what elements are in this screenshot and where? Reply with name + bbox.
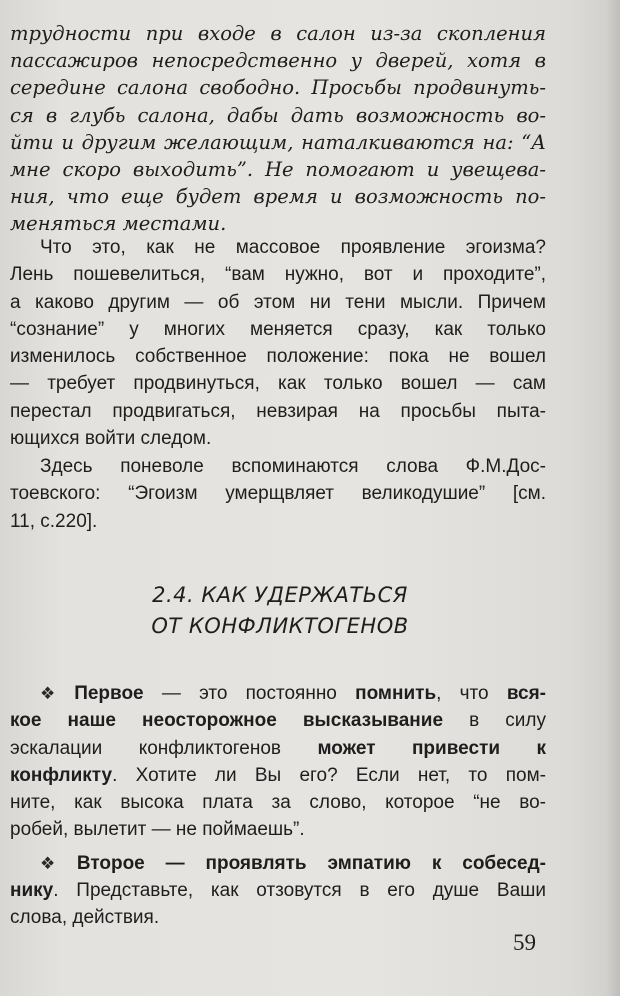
text-line xyxy=(10,680,546,707)
text-line: пассажиров непосредственно у дверей, хотя в xyxy=(10,49,546,73)
bold-text: помнить xyxy=(355,683,437,704)
text-line: трудности при входе в салон из-за скопления xyxy=(10,22,546,45)
text: . Представьте, как отзовутся в его душе Ваши xyxy=(53,880,546,902)
paragraph-quote xyxy=(10,453,546,535)
text-line: йти и другим желающим, наталкиваются на: “А xyxy=(10,130,546,154)
text-line xyxy=(10,762,546,789)
bold-text: может привести к xyxy=(317,737,546,759)
text-line: меняться местами. xyxy=(10,212,227,236)
bold-text: конфликту xyxy=(10,764,113,786)
text: эскалации конфликтогенов xyxy=(10,737,318,759)
bold-text: вся- xyxy=(506,683,546,704)
diamond-bullet-icon: ❖ xyxy=(40,853,71,873)
list-item xyxy=(10,680,546,844)
text-line xyxy=(10,850,546,877)
text-line: изменилось собственное положение: пока не вошел xyxy=(10,346,546,368)
text-line xyxy=(10,877,546,904)
text-line: ющихся войти следом. xyxy=(10,428,212,450)
text-line: а каково другим — об этом ни тени мысли. Причем xyxy=(10,291,546,313)
list-item xyxy=(10,850,546,932)
bold-text: кое наше неосторожное высказывание xyxy=(10,710,444,732)
paragraph-egoism xyxy=(10,234,546,452)
heading-line-2: ОТ КОНФЛИКТОГЕНОВ xyxy=(151,614,409,638)
text-line: ся в глубь салона, дабы дать возможность во- xyxy=(10,103,546,127)
page-number: 59 xyxy=(513,930,536,955)
text-line: слова, действия. xyxy=(10,907,160,929)
text-line: перестал продвигаться, невзирая на просьбы пыта- xyxy=(10,400,546,422)
rules-list xyxy=(10,680,546,938)
text-line xyxy=(10,707,546,734)
text-line: ните, как высока плата за слово, которое “не во- xyxy=(10,792,546,814)
bold-text: нику xyxy=(10,880,54,902)
section-heading xyxy=(60,580,500,642)
diamond-bullet-icon: ❖ xyxy=(40,684,69,703)
text-line: робей, вылетит — не поймаешь”. xyxy=(10,819,305,841)
text-line: мне скоро выходить”. Не помогают и увещева- xyxy=(10,158,546,182)
text: , что xyxy=(436,683,507,704)
text-line: Здесь поневоле вспоминаются слова Ф.М.Дос- xyxy=(40,456,546,477)
text-line: Что это, как не массовое проявление эгоизма? xyxy=(40,237,546,258)
bold-text: Первое xyxy=(74,683,144,704)
heading-line-1: 2.4. КАК УДЕРЖАТЬСЯ xyxy=(152,583,408,607)
text-line: “сознание” у многих меняется сразу, как только xyxy=(10,318,546,340)
text: — это постоянно xyxy=(143,683,356,704)
text-line: 11, с.220]. xyxy=(10,510,98,532)
bold-text: Второе — проявлять эмпатию к собесед- xyxy=(76,852,546,874)
text: в силу xyxy=(443,710,547,732)
page-spine-shadow xyxy=(606,0,620,996)
text-line: ния, что еще будет время и возможность по- xyxy=(10,185,546,209)
text: . Хотите ли Вы его? Если нет, то пом- xyxy=(112,764,546,786)
italic-paragraph xyxy=(10,20,546,238)
text-line: тоевского: “Эгоизм умерщвляет великодушие” [см. xyxy=(10,483,546,505)
text-line: Лень пошевелиться, “вам нужно, вот и проходите”, xyxy=(10,264,546,286)
text-line: — требует продвинуться, как только вошел — сам xyxy=(10,373,546,395)
text-line xyxy=(10,735,546,762)
text-line: середине салона свободно. Просьбы продвинуть- xyxy=(10,76,546,100)
